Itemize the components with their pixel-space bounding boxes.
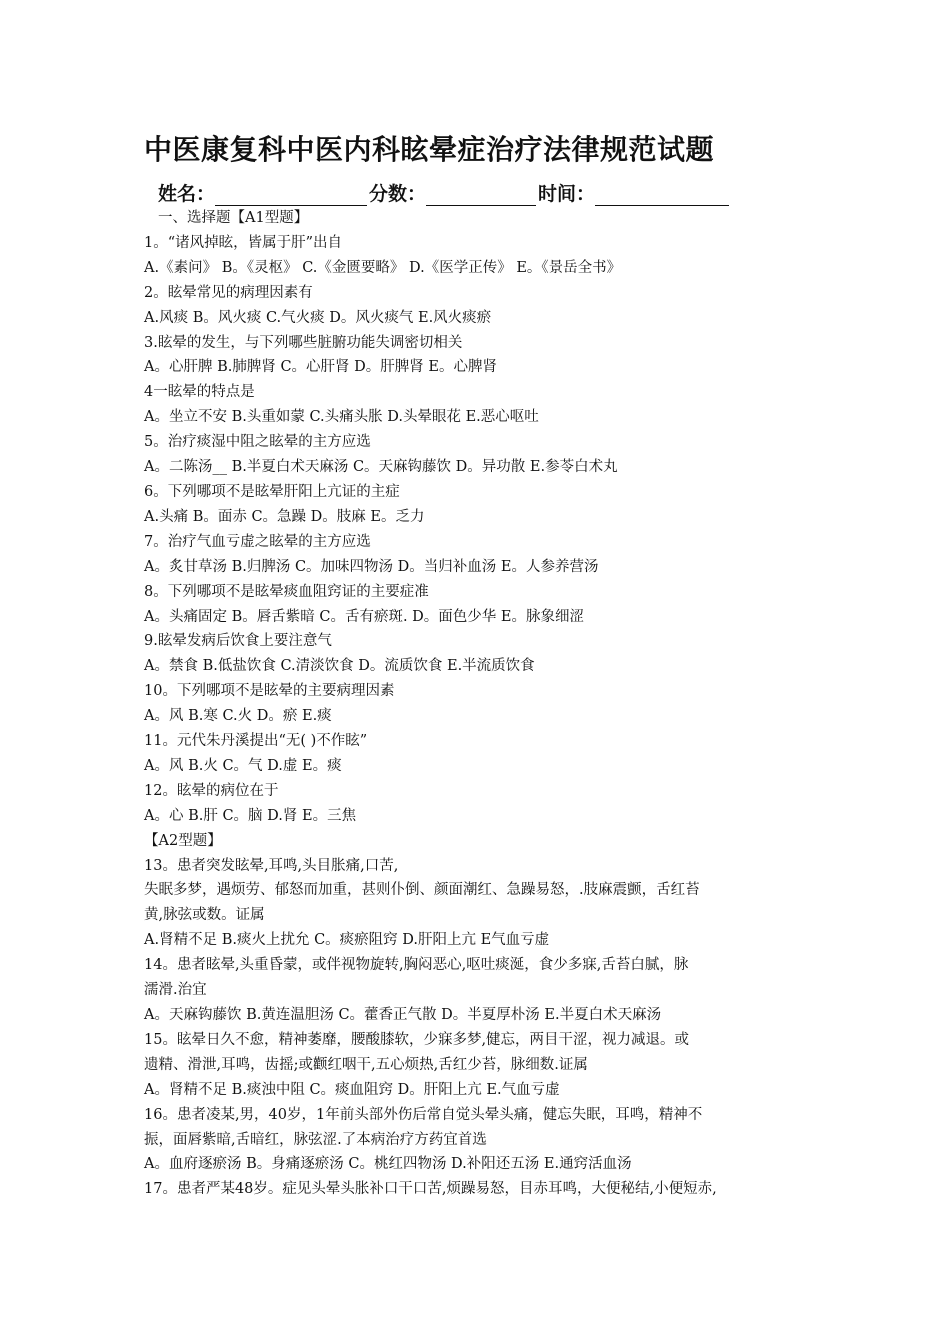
question-text: 14。患者眩晕,头重昏蒙，或伴视物旋转,胸闷恶心,呕吐痰涎，食少多寐,舌苔白腻，脉: [144, 957, 689, 974]
answer-options: A。风 B.火 C。气 D.虚 E。痰: [144, 757, 342, 774]
question-text: 1。“诸风掉眩，皆属于肝”出自: [144, 234, 343, 251]
name-label: 姓名：: [158, 183, 216, 205]
answer-options: A。心肝脾 B.肺脾肾 C。心肝肾 D。肝脾肾 E。心脾肾: [144, 359, 497, 376]
question-text: 濡滑.治宜: [144, 982, 207, 999]
answer-options: A。风 B.寒 C.火 D。瘀 E.痰: [144, 708, 332, 725]
question-text: 13。患者突发眩晕,耳鸣,头目胀痛,口苦,: [144, 857, 399, 874]
answer-options: A。肾精不足 B.痰浊中阻 C。痰血阻窍 D。肝阳上亢 E.气血亏虚: [144, 1081, 560, 1098]
answer-options: A。心 B.肝 C。脑 D.肾 E。三焦: [144, 807, 357, 824]
question-text: 10。下列哪项不是眩晕的主要病理因素: [144, 683, 395, 700]
answer-options: A。血府逐瘀汤 B。身痛逐瘀汤 C。桃红四物汤 D.补阳还五汤 E.通窍活血汤: [144, 1156, 632, 1173]
question-text: 2。眩晕常见的病理因素有: [144, 284, 313, 301]
question-block-a2: [144, 854, 824, 1203]
question-text: 9.眩晕发病后饮食上要注意气: [144, 633, 332, 650]
question-text: 3.眩晕的发生，与下列哪些脏腑功能失调密切相关: [144, 334, 463, 351]
score-blank[interactable]: [426, 183, 536, 206]
question-text: 12。眩晕的病位在于: [144, 782, 279, 799]
answer-options: A.头痛 B。面赤 C。急躁 D。肢麻 E。乏力: [144, 508, 425, 525]
question-text: 黄,脉弦或数。证属: [144, 907, 265, 924]
question-text: 17。患者严某48岁。症见头晕头胀补口干口苦,烦躁易怒，目赤耳鸣，大便秘结,小便短赤,: [144, 1181, 717, 1198]
section-heading-a1: 一、选择题【A1型题】: [158, 210, 309, 226]
answer-options: A.《素问》 B。《灵枢》 C.《金匮要略》 D.《医学正传》 E。《景岳全书》: [144, 259, 622, 276]
question-text: 振，面唇紫暗,舌暗红，脉弦涩.了本病治疗方药宜首选: [144, 1131, 487, 1148]
student-info-row: [144, 172, 824, 206]
question-text: 15。眩晕日久不愈，精神萎靡，腰酸膝软，少寐多梦,健忘，两目干涩，视力减退。或: [144, 1031, 690, 1048]
score-label: 分数：: [369, 183, 427, 205]
question-block-a1: [144, 231, 824, 829]
answer-options: A。坐立不安 B.头重如蒙 C.头痛头胀 D.头晕眼花 E.恶心呕吐: [144, 409, 539, 426]
question-text: 失眠多梦，遇烦劳、郁怒而加重，甚则仆倒、颜面潮红、急躁易怒，.肢麻震颤，舌红苔: [144, 882, 700, 899]
question-text: 7。治疗气血亏虚之眩晕的主方应选: [144, 533, 371, 550]
question-text: 6。下列哪项不是眩晕肝阳上亢证的主症: [144, 483, 400, 500]
time-blank[interactable]: [595, 183, 729, 206]
question-text: 8。下列哪项不是眩晕痰血阻窍证的主要症准: [144, 583, 429, 600]
page-title: 中医康复科中医内科眩晕症治疗法律规范试题: [144, 133, 715, 166]
section-heading-a2: 【A2型题】: [144, 832, 222, 849]
answer-options: A。二陈汤__ B.半夏白术天麻汤 C。天麻钩藤饮 D。异功散 E.参苓白术丸: [144, 459, 618, 476]
answer-options: A。炙甘草汤 B.归脾汤 C。加味四物汤 D。当归补血汤 E。人参养营汤: [144, 558, 599, 575]
document-page: [144, 128, 824, 1202]
answer-options: A。头痛固定 B。唇舌紫暗 C。舌有瘀斑. D。面色少华 E。脉象细涩: [144, 608, 584, 625]
question-text: 遗精、滑泄,耳鸣，齿摇;或颧红咽干,五心烦热,舌红少苔，脉细数.证属: [144, 1056, 588, 1073]
answer-options: A.肾精不足 B.痰火上扰允 C。痰瘀阻窍 D.肝阳上亢 E气血亏虚: [144, 932, 550, 949]
answer-options: A。禁食 B.低盐饮食 C.清淡饮食 D。流质饮食 E.半流质饮食: [144, 658, 535, 675]
name-blank[interactable]: [215, 183, 367, 206]
question-text: 16。患者凌某,男，40岁，1年前头部外伤后常自觉头晕头痛，健忘失眠，耳鸣，精神不: [144, 1106, 703, 1123]
answer-options: A。天麻钩藤饮 B.黄连温胆汤 C。藿香正气散 D。半夏厚朴汤 E.半夏白术天麻汤: [144, 1007, 662, 1023]
time-label: 时间：: [538, 183, 596, 205]
question-text: 5。治疗痰湿中阻之眩晕的主方应选: [144, 434, 371, 451]
question-text: 11。元代朱丹溪提出“无( )不作眩”: [144, 733, 368, 750]
question-text: 4一眩晕的特点是: [144, 384, 255, 401]
answer-options: A.风痰 B。风火痰 C.气火痰 D。风火痰气 E.风火痰瘀: [144, 309, 492, 326]
